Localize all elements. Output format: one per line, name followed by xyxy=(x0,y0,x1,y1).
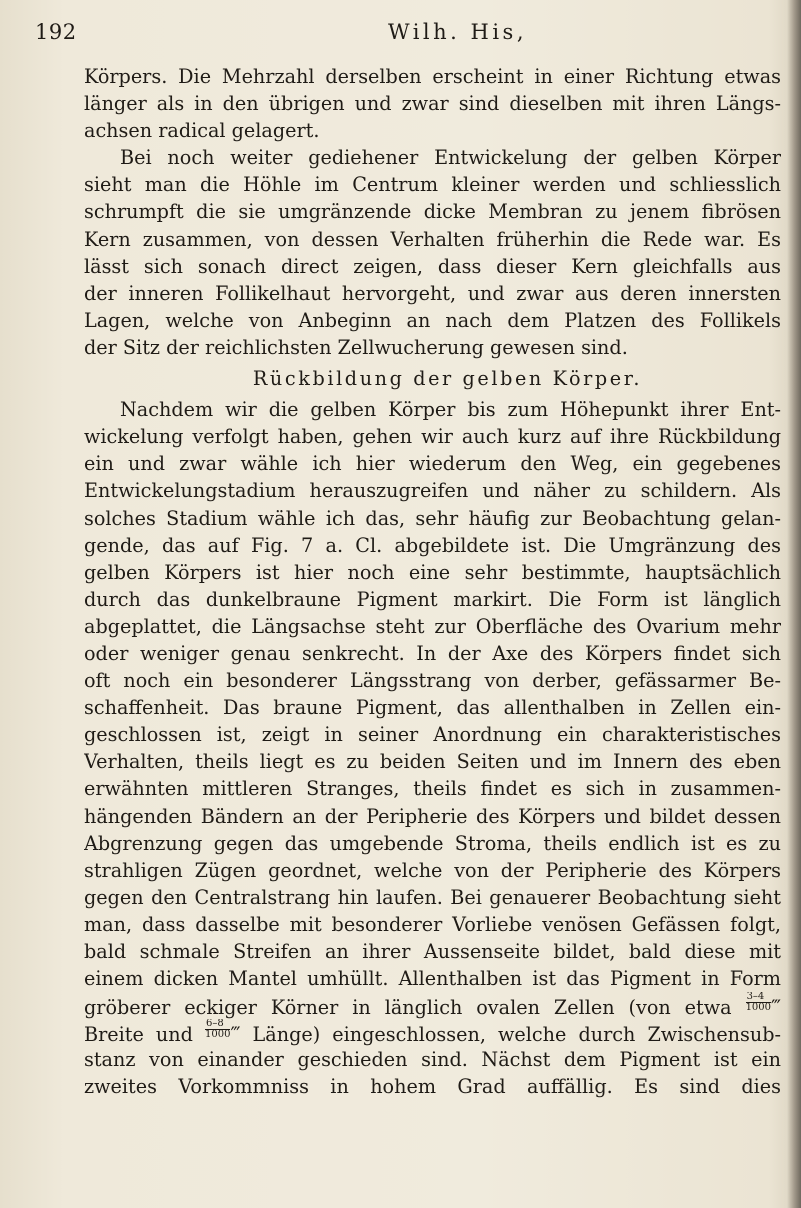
text-line: erwähnten mittleren Stranges, theils findet es sich in zusammen- xyxy=(84,777,781,801)
text-line: man, dass dasselbe mit besonderer Vorliebe venösen Gefässen folgt, xyxy=(84,912,781,936)
page-edge-shadow xyxy=(787,0,801,1208)
text-fragment: ‴ Länge) eingeschlossen, welche durch Zwischensub- xyxy=(230,1023,781,1047)
text-line: der Sitz der reichlichsten Zellwucherung gewesen sind. xyxy=(84,335,628,359)
text-line: wickelung verfolgt haben, gehen wir auch kurz auf ihre Rückbildung xyxy=(84,425,781,449)
text-line: geschlossen ist, zeigt in seiner Anordnung ein charakteristisches xyxy=(84,723,781,747)
text-line: schrumpft die sie umgränzende dicke Membran zu jenem fibrösen xyxy=(84,200,781,224)
text-fragment: gröberer eckiger Körner in länglich ovalen Zellen (von etwa xyxy=(84,996,746,1020)
text-line: lässt sich sonach direct zeigen, dass dieser Kern gleichfalls aus xyxy=(84,254,781,278)
text-line: Verhalten, theils liegt es zu beiden Seiten und im Innern des eben xyxy=(84,750,781,774)
text-line: gegen den Centralstrang hin laufen. Bei genauerer Beobachtung sieht xyxy=(84,885,781,909)
text-line: Lagen, welche von Anbeginn an nach dem Platzen des Follikels xyxy=(84,308,781,332)
text-line: oft noch ein besonderer Längsstrang von derber, gefässarmer Be- xyxy=(84,669,781,693)
text-line: schaffenheit. Das braune Pigment, das allenthalben in Zellen ein- xyxy=(84,696,781,720)
text-fragment: ‴ xyxy=(771,996,781,1020)
text-line: einem dicken Mantel umhüllt. Allenthalben ist das Pigment in Form xyxy=(84,967,781,991)
section-heading: Rückbildung der gelben Körper. xyxy=(252,367,643,391)
fraction-denominator: 1000 xyxy=(745,1002,772,1014)
text-line: bald schmale Streifen an ihrer Aussenseite bildet, bald diese mit xyxy=(84,940,781,963)
text-line: zweites Vorkommniss in hohem Grad auffällig. Es sind dies xyxy=(84,1075,781,1099)
text-line: Kern zusammen, von dessen Verhalten früherhin die Rede war. Es xyxy=(84,227,781,251)
text-line: durch das dunkelbraune Pigment markirt. Die Form ist länglich xyxy=(84,587,781,611)
fraction-numerator: 6–8 xyxy=(205,1019,230,1030)
text-line: gelben Körpers ist hier noch eine sehr bestimmte, hauptsächlich xyxy=(84,560,781,584)
text-line-with-fraction xyxy=(84,1019,781,1046)
page-number: 192 xyxy=(35,20,77,44)
fraction-numerator: 3–4 xyxy=(746,992,771,1003)
text-line: sieht man die Höhle im Centrum kleiner werden und schliesslich xyxy=(84,173,781,197)
text-line: solches Stadium wähle ich das, sehr häufig zur Beobachtung gelan- xyxy=(84,506,781,530)
text-line: Körpers. Die Mehrzahl derselben erscheint in einer Richtung etwas xyxy=(84,65,781,88)
text-line: hängenden Bändern an der Peripherie des Körpers und bildet dessen xyxy=(84,804,781,828)
text-line: Nachdem wir die gelben Körper bis zum Höhepunkt ihrer Ent- xyxy=(120,398,781,422)
fraction xyxy=(205,1019,230,1040)
text-line: Abgrenzung gegen das umgebende Stroma, theils endlich ist es zu xyxy=(84,831,781,855)
text-line: ein und zwar wähle ich hier wiederum den Weg, ein gegebenes xyxy=(84,452,781,476)
text-line: Bei noch weiter gediehener Entwickelung der gelben Körper xyxy=(120,146,781,170)
text-line: der inneren Follikelhaut hervorgeht, und zwar aus deren innersten xyxy=(84,281,781,305)
running-head: Wilh. His, xyxy=(388,20,528,44)
text-line: stanz von einander geschieden sind. Nächst dem Pigment ist ein xyxy=(84,1048,781,1072)
body-text xyxy=(84,63,781,1101)
page-header xyxy=(0,20,801,54)
text-line: abgeplattet, die Längsachse steht zur Oberfläche des Ovarium mehr xyxy=(84,614,781,638)
text-fragment: Breite und xyxy=(84,1023,206,1047)
fraction xyxy=(746,992,771,1013)
text-line: oder weniger genau senkrecht. In der Axe des Körpers findet sich xyxy=(84,641,781,665)
text-line: achsen radical gelagert. xyxy=(84,119,320,143)
text-line: gende, das auf Fig. 7 a. Cl. abgebildete ist. Die Umgränzung des xyxy=(84,533,781,557)
text-line: länger als in den übrigen und zwar sind dieselben mit ihren Längs- xyxy=(84,92,781,116)
text-line: strahligen Zügen geordnet, welche von der Peripherie des Körpers xyxy=(84,858,781,882)
text-line: Entwickelungstadium herauszugreifen und näher zu schildern. Als xyxy=(84,479,781,503)
fraction-denominator: 1000 xyxy=(205,1029,231,1041)
text-line-with-fraction xyxy=(84,992,781,1019)
